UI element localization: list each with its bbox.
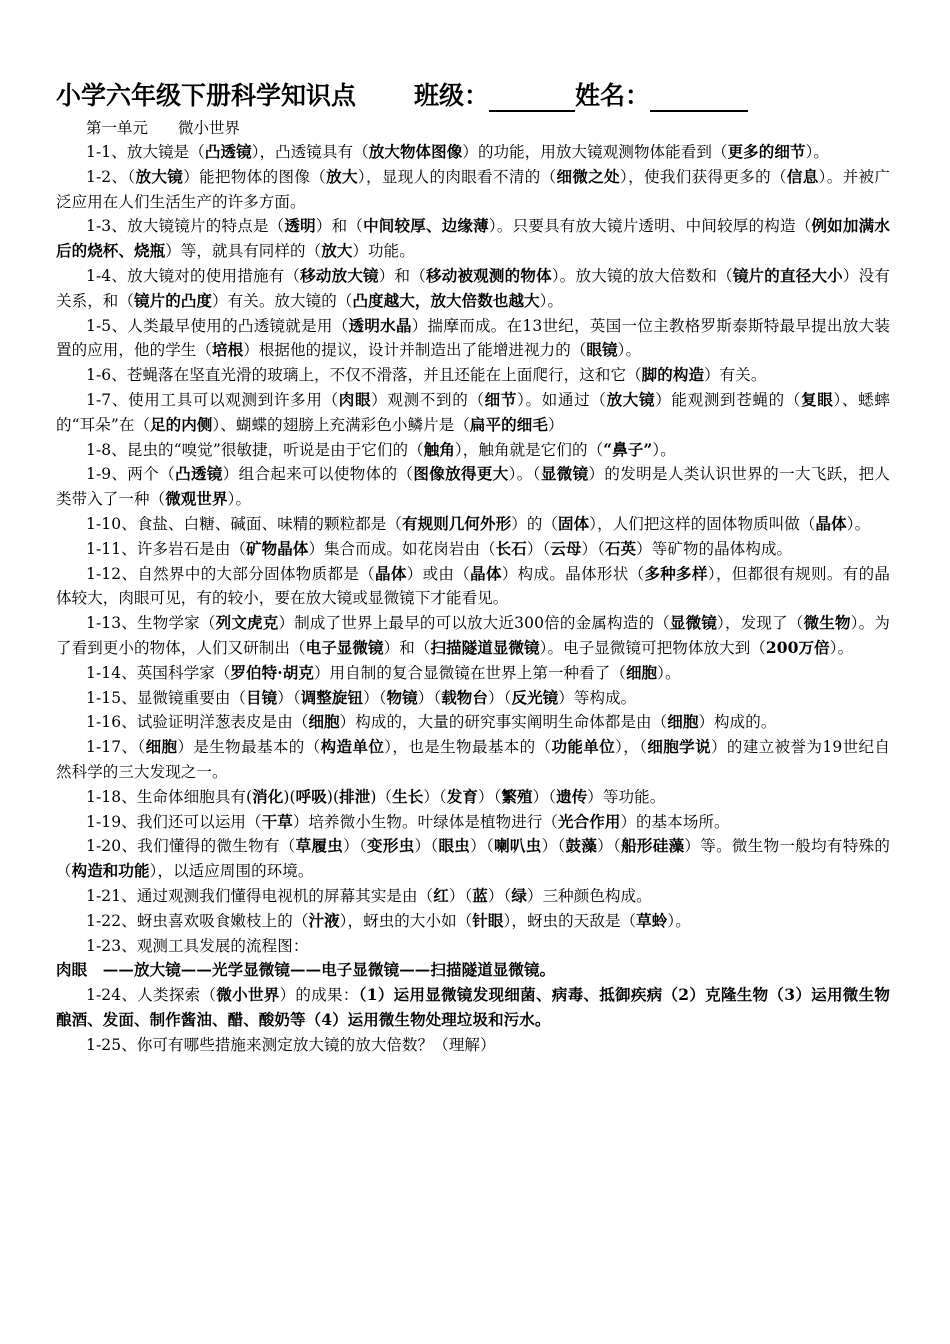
body-text: ）（	[343, 837, 368, 856]
body-text: 1-25、你可有哪些措施来测定放大镜的放大倍数？（理解）	[86, 1035, 496, 1054]
body-text: ）（	[277, 688, 301, 707]
answer-text: 肉眼 ——放大镜——光学显微镜——电子显微镜——扫描隧道显微镜。	[56, 960, 556, 980]
body-text: )(	[283, 787, 296, 806]
body-text: 1-17、（	[86, 738, 146, 757]
answer-text: 绿	[511, 885, 527, 905]
answer-text: 草履虫	[295, 836, 344, 856]
answer-text: 微生物	[803, 613, 851, 633]
body-text: 1-15、显微镜重要由（	[86, 688, 247, 707]
body-text: ）（	[581, 539, 605, 558]
knowledge-point	[56, 314, 890, 364]
answer-text: 中间较厚、边缘薄	[363, 216, 489, 236]
body-text: ）能把物体的图像（	[183, 167, 327, 186]
knowledge-point	[56, 462, 890, 512]
knowledge-point	[56, 909, 890, 934]
answer-text: 200万倍	[765, 637, 830, 657]
body-text: ），也是生物最基本的（	[384, 738, 552, 757]
answer-text: 信息	[786, 166, 819, 186]
body-text: ）。如通过（	[517, 390, 607, 409]
answer-text: 放大	[321, 241, 353, 261]
answer-text: 肉眼	[338, 389, 372, 409]
body-text: ）构成的，大量的研究事实阐明生命体都是由（	[339, 713, 668, 732]
body-text: ）等功能。	[587, 787, 666, 806]
body-text: 1-14、英国科学家（	[86, 663, 231, 682]
knowledge-point	[56, 983, 890, 1033]
answer-text: 细胞	[308, 712, 340, 732]
body-text: ）能观测到苍蝇的（	[655, 390, 802, 409]
body-text: ）的（	[511, 514, 559, 533]
answer-text: 多种多样	[644, 563, 708, 583]
answer-text: 扁平的细毛	[469, 414, 548, 434]
answer-text: 发育	[446, 786, 478, 806]
knowledge-point	[56, 785, 890, 810]
body-text: 1-18、生命体细胞具有(	[86, 787, 253, 806]
answer-text: 眼镜	[586, 340, 618, 360]
knowledge-point	[56, 958, 890, 983]
answer-text: 红	[433, 885, 449, 905]
body-text: 1-19、我们还可以运用（	[86, 812, 262, 831]
body-text: ），触角就是它们的（	[454, 440, 604, 459]
body-text: ）或由（	[406, 564, 471, 583]
answer-text: 晶体	[375, 563, 407, 583]
answer-text: 目镜	[246, 687, 278, 707]
answer-text: 显微镜	[669, 613, 718, 633]
page-title: 小学六年级下册科学知识点	[56, 81, 357, 110]
answer-text: 眼虫	[438, 836, 471, 856]
answer-text: 罗伯特·胡克	[230, 662, 314, 682]
body-text: ）。为了看到更小的物体，人们又研制出（	[56, 614, 890, 657]
body-text: ）的建立被誉为19世纪自然科学的三大发现之一。	[56, 738, 890, 781]
body-text: ）。	[805, 143, 830, 161]
body-text: ）。放大镜的放大倍数和（	[551, 266, 733, 285]
body-text: ）等，就具有同样的（	[165, 242, 322, 261]
body-text: ）的基本场所。	[620, 812, 730, 831]
body-text: ）（	[477, 787, 502, 806]
answer-text: 变形虫	[367, 836, 415, 856]
answer-text: 触角	[423, 439, 455, 459]
body-text: 1-8、昆虫的“嗅觉”很敏捷，听说是由于它们的（	[86, 440, 424, 459]
answer-text: 镜片的凸度	[134, 290, 213, 310]
answer-text: 凸透镜	[175, 464, 223, 484]
body-text: ）	[547, 415, 564, 434]
body-text: ）和（	[383, 638, 431, 657]
knowledge-point	[56, 264, 890, 314]
body-text: 1-1、放大镜是（	[86, 143, 205, 161]
answer-text: 反光镜	[511, 687, 559, 707]
body-text: ）（	[597, 837, 622, 856]
body-text: 1-11、许多岩石是由（	[86, 539, 247, 558]
body-text: ）和（	[378, 266, 426, 285]
answer-text: 构造和功能	[71, 861, 150, 881]
answer-text: 扫描隧道显微镜	[430, 637, 540, 657]
answer-text: 遗传	[556, 786, 588, 806]
body-text: ）构成的。	[698, 713, 777, 732]
answer-text: 喇叭虫	[494, 836, 542, 856]
body-text: ）等。微生物一般均有特殊的（	[56, 837, 891, 881]
name-label: 姓名：	[575, 81, 651, 110]
answer-text: 针眼	[472, 910, 504, 930]
body-text: 1-10、食盐、白糖、碱面、味精的颗粒都是（	[86, 514, 403, 533]
body-text: ）（	[423, 787, 447, 806]
answer-text: 复眼	[801, 389, 834, 409]
answer-text: 呼吸	[295, 786, 327, 806]
body-text: ）。电子显微镜可把物体放大到（	[539, 638, 766, 657]
body-text: ）是生物最基本的（	[177, 738, 321, 757]
body-text: ），显现人的肉眼看不清的（	[357, 167, 557, 186]
unit-label: 第一单元	[86, 119, 149, 137]
body-text: ），蚜虫的大小如（	[339, 911, 473, 930]
body-text: ）。	[846, 514, 871, 533]
answer-text: 生长	[392, 786, 424, 806]
answer-text: 细胞	[667, 712, 699, 732]
answer-text: 船形硅藻	[621, 836, 685, 856]
body-text: 1-13、生物学家（	[86, 614, 216, 633]
body-text: ）（	[448, 886, 473, 905]
knowledge-point	[56, 661, 890, 686]
answer-text: 透明	[284, 216, 316, 236]
body-text: 1-5、人类最早使用的凸透镜就是用（	[86, 316, 349, 335]
body-text: ）。	[539, 291, 564, 310]
answer-text: 物镜	[386, 687, 418, 707]
body-text: 1-3、放大镜镜片的特点是（	[86, 217, 285, 236]
body-text: ），凸透镜具有（	[251, 143, 369, 161]
answer-text: （1）运用显微镜发现细菌、病毒、抵御疾病（2）克隆生物（3）运用微生物酿酒、发面、制作酱油、醋、酸奶等（4）运用微生物处理垃圾和污水。	[56, 985, 890, 1029]
name-blank[interactable]	[650, 84, 748, 112]
body-text: 1-9、两个（	[86, 465, 176, 484]
body-text: ）制成了世界上最早的可以放大近300倍的金属构造的（	[278, 614, 670, 633]
answer-text: 列文虎克	[215, 613, 279, 633]
body-text: ）（	[526, 539, 551, 558]
knowledge-points	[56, 140, 890, 1057]
body-text: ），使我们获得更多的（	[620, 167, 787, 186]
answer-text: 细胞	[625, 662, 658, 682]
unit-name: 微小世界	[178, 119, 241, 137]
body-text: ）（	[417, 688, 442, 707]
answer-text: 凸度越大，放大倍数也越大	[352, 290, 540, 310]
answer-text: 足的内侧	[150, 414, 213, 434]
body-text: ）（	[470, 837, 495, 856]
answer-text: 脚的构造	[641, 365, 705, 385]
knowledge-point	[56, 934, 890, 959]
answer-text: 晶体	[470, 563, 502, 583]
answer-text: 构造单位	[320, 737, 385, 757]
body-text: ）。	[657, 663, 681, 682]
body-text: ）有关。	[704, 366, 767, 385]
body-text: 1-4、放大镜对的使用措施有（	[86, 266, 301, 285]
knowledge-point	[56, 810, 890, 835]
body-text: ）揣摩而成。在13世纪，英国一位主教格罗斯泰斯特最早提出放大装置的应用，他的学生（	[56, 316, 890, 360]
knowledge-point	[56, 686, 890, 711]
class-label: 班级：	[414, 81, 490, 110]
answer-text: 移动放大镜	[300, 265, 379, 285]
body-text: ），发现了（	[717, 614, 804, 633]
answer-text: 干草	[261, 811, 293, 831]
answer-text: 培根	[212, 340, 244, 360]
body-text: ）（	[487, 886, 512, 905]
body-text: ）用自制的复合显微镜在世界上第一种看了（	[313, 663, 626, 682]
knowledge-point	[56, 834, 890, 884]
body-text: 1-24、人类探索（	[86, 986, 217, 1005]
answer-text: 汁液	[308, 910, 340, 930]
body-text: 1-12、自然界中的大部分固体物质都是（	[86, 564, 376, 583]
answer-text: 云母	[550, 538, 582, 558]
class-blank[interactable]	[489, 84, 575, 112]
answer-text: 放大镜	[606, 389, 656, 409]
answer-text: 细微之处	[556, 166, 620, 186]
body-text: ）的功能，用放大镜观测物体能看到（	[462, 143, 728, 161]
body-text: ）、蟋蟀的“耳朵”在（	[56, 390, 890, 434]
body-text: ）的发明是人类认识世界的一大飞跃，把人类带入了一种（	[56, 465, 890, 509]
answer-text: 繁殖	[501, 786, 533, 806]
answer-text: 更多的细节	[727, 142, 806, 161]
body-text: ）集合而成。如花岗岩由（	[308, 539, 496, 558]
body-text: ）观测不到的（	[371, 390, 485, 409]
answer-text: 显微镜	[540, 464, 589, 484]
title-row	[56, 72, 890, 112]
answer-text: 调整旋钮	[300, 687, 364, 707]
body-text: ）培养微小生物。叶绿体是植物进行（	[292, 812, 559, 831]
answer-text: 长石	[495, 538, 527, 558]
body-text: 1-16、试验证明洋葱表皮是由（	[86, 713, 309, 732]
knowledge-point	[56, 140, 890, 165]
knowledge-point	[56, 710, 890, 735]
answer-text: 蓝	[472, 885, 488, 905]
body-text: ）等矿物的晶体构成。	[636, 539, 793, 558]
answer-text: 草蛉	[636, 910, 668, 930]
answer-text: 细节	[484, 389, 518, 409]
answer-text: 功能单位	[551, 737, 616, 757]
answer-text: 放大镜	[135, 166, 184, 186]
answer-text: 电子显微镜	[305, 637, 384, 657]
knowledge-point	[56, 388, 890, 438]
body-text: ）没有关系，和（	[56, 266, 890, 310]
answer-text: 矿物晶体	[246, 538, 309, 558]
answer-text: 鼓藻	[565, 836, 598, 856]
body-text: ）。（	[508, 465, 541, 484]
body-text: ）等构成。	[558, 688, 637, 707]
body-text: 1-2、（	[86, 167, 136, 186]
answer-text: 载物台	[441, 687, 489, 707]
body-text: )（	[370, 787, 393, 806]
body-text: 1-20、我们懂得的微生物有（	[86, 837, 296, 856]
answer-text: 固体	[558, 513, 590, 533]
answer-text: 例如加满水后的烧杯、烧瓶	[56, 216, 890, 261]
body-text: ）和（	[315, 217, 364, 236]
body-text: 1-23、观测工具发展的流程图：	[86, 936, 309, 955]
body-text: ）（	[363, 688, 387, 707]
answer-text: 排泄	[339, 786, 371, 806]
body-text: ）、蝴蝶的翅膀上充满彩色小鳞片是（	[212, 415, 470, 434]
body-text: ），蚜虫的天敌是（	[503, 911, 637, 930]
unit-heading	[56, 116, 890, 140]
knowledge-point	[56, 884, 890, 909]
answer-text: 消化	[252, 786, 284, 806]
body-text: 1-6、苍蝇落在坚直光滑的玻璃上，不仅不滑落，并且还能在上面爬行，这和它（	[86, 366, 642, 385]
body-text: ）。	[667, 911, 691, 930]
body-text: ），但都很有规则。有的晶体较大，肉眼可见，有的较小，要在放大镜或显微镜下才能看见。	[56, 564, 891, 608]
body-text: ）组合起来可以使物体的（	[222, 465, 414, 484]
answer-text: 图像放得更大	[413, 464, 509, 484]
knowledge-point	[56, 735, 890, 785]
body-text: ）。并被广泛应用在人们生活生产的许多方面。	[56, 167, 891, 211]
answer-text: 微观世界	[165, 489, 228, 509]
body-text: ）。	[829, 638, 854, 657]
document-page	[56, 72, 890, 1057]
knowledge-point	[56, 512, 890, 537]
body-text: ）。	[617, 341, 642, 360]
body-text: ）（	[414, 837, 439, 856]
answer-text: 晶体	[815, 513, 847, 533]
answer-text: 光合作用	[558, 811, 621, 831]
knowledge-point	[56, 611, 890, 661]
body-text: )(	[326, 787, 340, 806]
body-text: ）。只要具有放大镜片透明、中间较厚的构造（	[488, 217, 812, 236]
body-text: ）根据他的提议，设计并制造出了能增进视力的（	[243, 341, 587, 360]
body-text: ）构成。晶体形状（	[501, 564, 645, 583]
answer-text: 凸透镜	[204, 142, 252, 161]
knowledge-point	[56, 562, 890, 612]
body-text: 1-7、使用工具可以观测到许多用（	[86, 390, 339, 409]
answer-text: 镜片的直径大小	[732, 265, 843, 285]
knowledge-point	[56, 363, 890, 388]
knowledge-point	[56, 214, 890, 264]
body-text: ）。	[652, 440, 676, 459]
body-text: ）有关。放大镜的（	[212, 291, 353, 310]
body-text: ）的成果：	[279, 986, 359, 1005]
answer-text: 有规则几何外形	[402, 513, 512, 533]
body-text: ）（	[532, 787, 557, 806]
body-text: ），（	[615, 738, 648, 757]
knowledge-point	[56, 438, 890, 463]
answer-text: 细胞学说	[647, 737, 711, 757]
answer-text: “鼻子”	[603, 439, 653, 459]
knowledge-point	[56, 165, 890, 215]
body-text: ）三种颜色构成。	[526, 886, 652, 905]
answer-text: 细胞	[145, 737, 178, 757]
body-text: ）功能。	[352, 242, 415, 261]
answer-text: 放大	[326, 166, 358, 186]
answer-text: 透明水晶	[348, 315, 412, 335]
answer-text: 放大物体图像	[368, 142, 463, 161]
knowledge-point	[56, 537, 890, 562]
body-text: 1-22、蚜虫喜欢吸食嫩枝上的（	[86, 911, 309, 930]
answer-text: 移动被观测的物体	[425, 265, 552, 285]
answer-text: 石英	[604, 538, 637, 558]
body-text: ），人们把这样的固体物质叫做（	[589, 514, 816, 533]
body-text: ）。	[227, 490, 252, 509]
knowledge-point	[56, 1033, 890, 1058]
answer-text: 微小世界	[216, 985, 280, 1005]
body-text: ）（	[488, 688, 512, 707]
body-text: ），以适应周围的环境。	[149, 862, 314, 881]
body-text: 1-21、通过观测我们懂得电视机的屏幕其实是由（	[86, 886, 434, 905]
body-text: ）（	[541, 837, 566, 856]
